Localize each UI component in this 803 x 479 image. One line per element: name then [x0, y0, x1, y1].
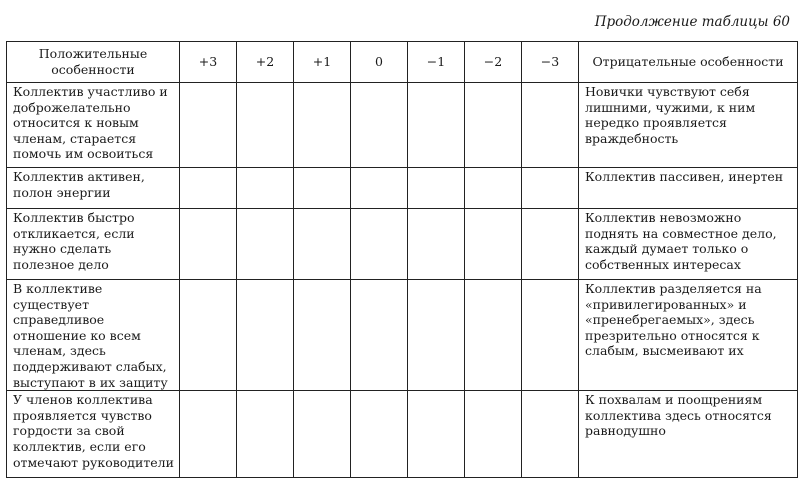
rating-cell-zero[interactable] [351, 209, 408, 280]
header-scale-minus3: −3 [522, 42, 579, 83]
header-scale-plus1: +1 [294, 42, 351, 83]
header-scale-plus2: +2 [237, 42, 294, 83]
rating-cell-plus3[interactable] [180, 209, 237, 280]
rating-cell-plus3[interactable] [180, 168, 237, 209]
rating-cell-minus3[interactable] [522, 83, 579, 168]
rating-cell-minus2[interactable] [465, 209, 522, 280]
rating-cell-plus1[interactable] [294, 83, 351, 168]
rating-cell-plus1[interactable] [294, 209, 351, 280]
rating-cell-plus2[interactable] [237, 168, 294, 209]
rating-cell-plus3[interactable] [180, 280, 237, 391]
negative-trait: Коллектив пассивен, инертен [579, 168, 798, 209]
negative-trait: К похвалам и поощрениям коллектива здесь относятся равнодушно [579, 391, 798, 478]
rating-cell-minus1[interactable] [408, 209, 465, 280]
positive-trait: Коллектив быстро откликается, если нужно сделать полезное дело [7, 209, 180, 280]
rating-cell-minus3[interactable] [522, 168, 579, 209]
header-scale-minus2: −2 [465, 42, 522, 83]
table-row [7, 83, 798, 168]
rating-cell-plus3[interactable] [180, 83, 237, 168]
rating-table [6, 41, 798, 478]
rating-cell-plus2[interactable] [237, 280, 294, 391]
negative-trait: Коллектив невозможно поднять на совместное дело, каждый думает только о собственных интересах [579, 209, 798, 280]
table-caption: Продолжение таблицы 60 [594, 14, 790, 30]
table-row [7, 168, 798, 209]
table-row [7, 209, 798, 280]
rating-cell-zero[interactable] [351, 391, 408, 478]
table-row [7, 280, 798, 391]
positive-trait: Коллектив активен, полон энергии [7, 168, 180, 209]
negative-trait: Новички чувствуют себя лишними, чужими, к ним нередко проявляется враждебность [579, 83, 798, 168]
table-row [7, 391, 798, 478]
rating-cell-minus2[interactable] [465, 280, 522, 391]
header-scale-minus1: −1 [408, 42, 465, 83]
header-scale-plus3: +3 [180, 42, 237, 83]
rating-cell-plus2[interactable] [237, 391, 294, 478]
rating-cell-minus2[interactable] [465, 168, 522, 209]
rating-cell-minus2[interactable] [465, 83, 522, 168]
rating-cell-minus3[interactable] [522, 280, 579, 391]
rating-cell-minus2[interactable] [465, 391, 522, 478]
rating-cell-plus1[interactable] [294, 280, 351, 391]
positive-trait: У членов коллектива проявляется чувство гордости за свой коллектив, если его отмечают руководители [7, 391, 180, 478]
rating-cell-plus2[interactable] [237, 83, 294, 168]
positive-trait: В коллективе существует справедливое отношение ко всем членам, здесь поддерживают слабых, выступают в их защиту [7, 280, 180, 391]
negative-trait: Коллектив разделяется на «привилегированных» и «пренебрегаемых», здесь презрительно относятся к слабым, высмеивают их [579, 280, 798, 391]
header-row [7, 42, 798, 83]
rating-cell-plus1[interactable] [294, 168, 351, 209]
rating-cell-minus1[interactable] [408, 168, 465, 209]
rating-cell-plus2[interactable] [237, 209, 294, 280]
rating-cell-minus3[interactable] [522, 391, 579, 478]
header-scale-zero: 0 [351, 42, 408, 83]
rating-cell-zero[interactable] [351, 168, 408, 209]
rating-cell-zero[interactable] [351, 280, 408, 391]
header-positive: Положительные особенности [7, 42, 180, 83]
header-negative: Отрицательные особенности [579, 42, 798, 83]
rating-cell-minus1[interactable] [408, 83, 465, 168]
rating-cell-minus1[interactable] [408, 391, 465, 478]
rating-cell-plus1[interactable] [294, 391, 351, 478]
rating-cell-plus3[interactable] [180, 391, 237, 478]
positive-trait: Коллектив участливо и доброжелательно относится к новым членам, старается помочь им освоиться [7, 83, 180, 168]
rating-cell-zero[interactable] [351, 83, 408, 168]
rating-cell-minus1[interactable] [408, 280, 465, 391]
rating-cell-minus3[interactable] [522, 209, 579, 280]
